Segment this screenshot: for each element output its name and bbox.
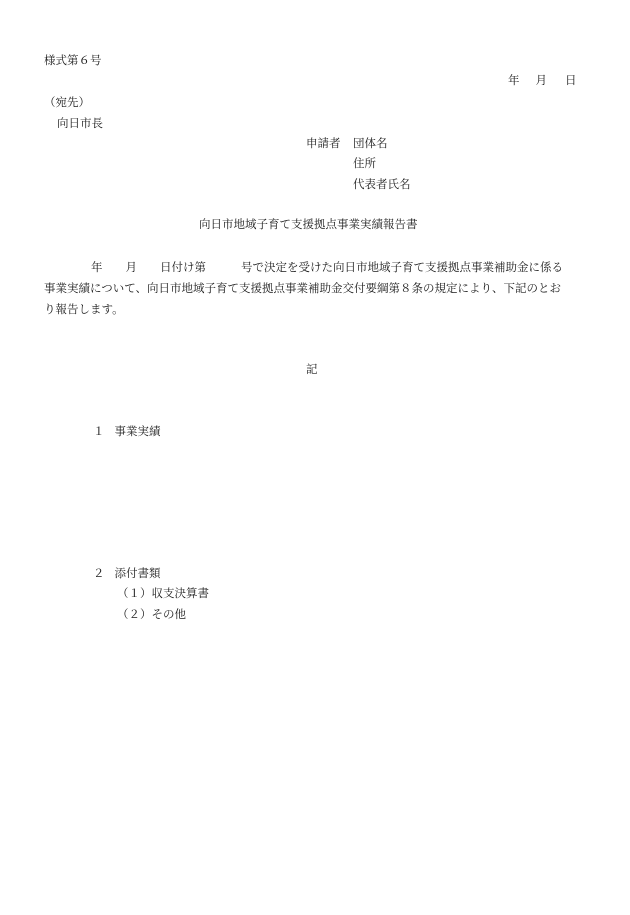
section-2 — [93, 565, 161, 583]
section-1-number: １ — [93, 424, 105, 438]
body-paragraph — [44, 257, 584, 320]
ki-mark: 記 — [306, 362, 318, 376]
body-year: 年 — [91, 260, 103, 274]
attachment-1 — [117, 585, 209, 603]
section-2-number: ２ — [93, 566, 105, 580]
attachment-1-label: 収支決算書 — [151, 586, 209, 600]
applicant-label: 申請者 — [306, 136, 341, 150]
date-day: 日 — [565, 73, 577, 87]
date-month: 月 — [535, 73, 547, 87]
section-1 — [93, 423, 161, 441]
form-number: 様式第６号 — [44, 53, 102, 67]
body-month: 月 — [125, 260, 137, 274]
document-title: 向日市地域子育て支援拠点事業実績報告書 — [199, 217, 418, 231]
section-2-label: 添付書類 — [114, 566, 161, 580]
attachment-2-number: （２） — [117, 607, 152, 621]
section-1-label: 事業実績 — [114, 424, 161, 438]
addressee-prefix: （宛先） — [44, 95, 90, 109]
body-line-2: 事業実績について、向日市地域子育て支援拠点事業補助金交付要綱第８条の規定により、下記のとお — [44, 281, 562, 295]
attachment-2 — [117, 606, 186, 624]
address-label: 住所 — [353, 156, 376, 170]
addressee: 向日市長 — [57, 116, 103, 130]
body-line-3: り報告します。 — [44, 302, 124, 316]
body-day-no: 日付け第 — [160, 260, 206, 274]
rep-name-label: 代表者氏名 — [353, 177, 411, 191]
org-name-label: 団体名 — [353, 136, 388, 150]
date-year: 年 — [508, 73, 520, 87]
body-line1-rest: 号で決定を受けた向日市地域子育て支援拠点事業補助金に係る — [241, 260, 563, 274]
attachment-1-number: （１） — [117, 586, 152, 600]
date-line — [508, 72, 577, 90]
body-line-1 — [44, 257, 584, 278]
attachment-2-label: その他 — [151, 607, 186, 621]
